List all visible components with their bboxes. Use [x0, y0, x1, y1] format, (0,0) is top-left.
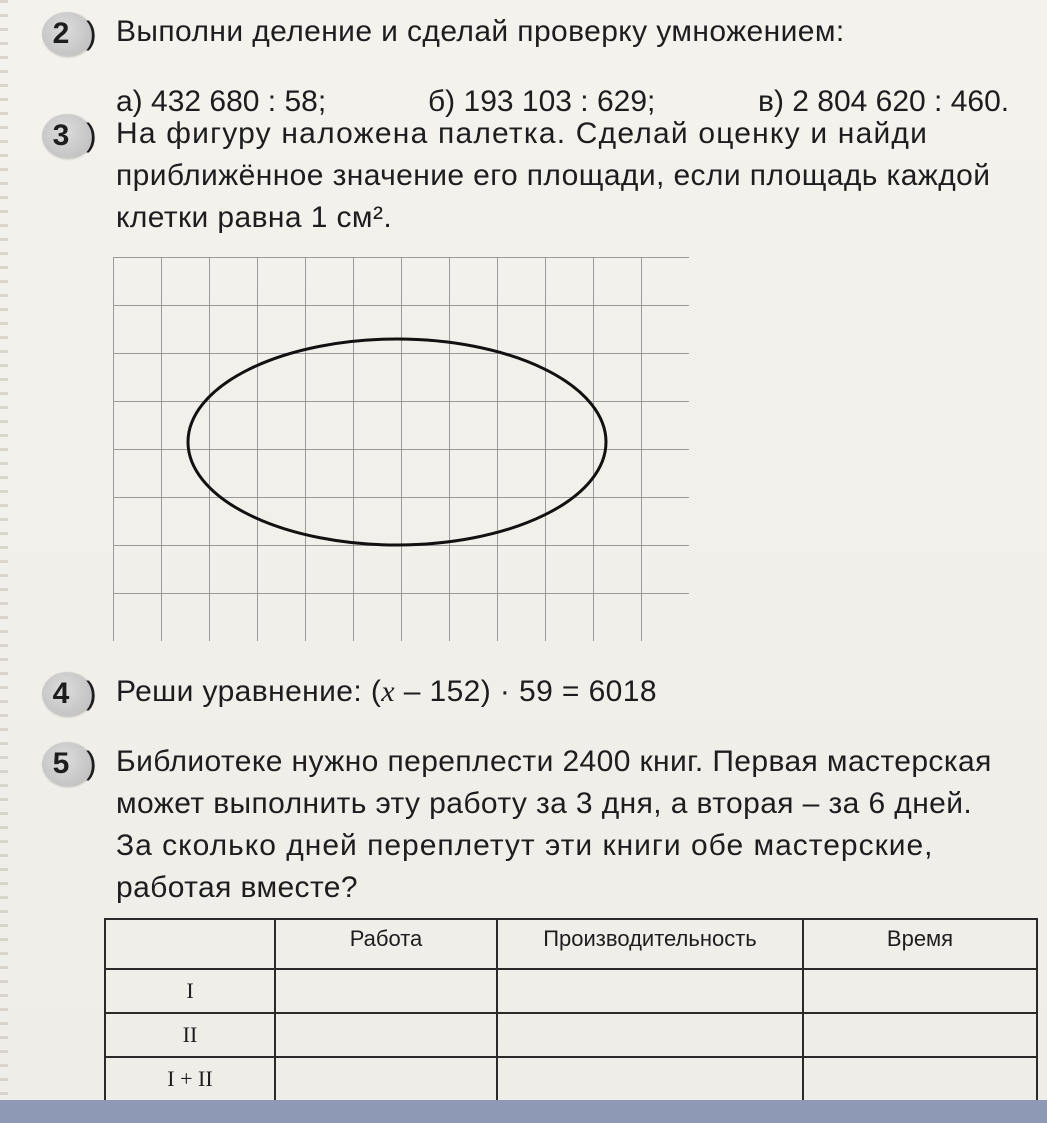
solution-table	[104, 918, 1038, 1102]
task-3-line-2: приближённое значение его площади, если площадь каждой	[116, 159, 991, 192]
table-cell	[275, 1057, 497, 1101]
task-5-line-4: работая вместе?	[116, 871, 358, 904]
task-5-line-2: может выполнить эту работу за 3 дня, а вторая – за 6 дней.	[116, 787, 973, 820]
task-2-item-b: б) 193 103 : 629;	[428, 85, 656, 118]
table-cell	[497, 1057, 803, 1101]
badge-paren: )	[86, 745, 97, 781]
table-cell	[275, 969, 497, 1013]
task-2-text: Выполни деление и сделай проверку умножением:	[116, 15, 845, 48]
task-number-badge: 4	[42, 672, 92, 716]
task-number-badge: 5	[42, 742, 92, 786]
task-3-line-1: На фигуру наложена палетка. Сделай оценку и найди	[116, 117, 929, 150]
table-row	[105, 969, 1037, 1013]
task-number-badge: 2	[42, 12, 92, 56]
table-cell	[803, 1013, 1037, 1057]
equation-prefix: Реши уравнение: (	[116, 675, 382, 708]
equation-suffix: – 152) · 59 = 6018	[394, 675, 657, 708]
badge-paren: )	[86, 117, 97, 153]
page-edge-marks	[0, 0, 8, 1100]
table-row	[105, 1013, 1037, 1057]
row-label: II	[105, 1013, 275, 1057]
table-header-productivity: Производительность	[497, 919, 803, 969]
task-3-line-3: клетки равна 1 см².	[116, 201, 393, 234]
task-4-equation	[116, 672, 657, 712]
task-4	[42, 672, 1042, 722]
table-header-work: Работа	[275, 919, 497, 969]
table-cell	[275, 1013, 497, 1057]
row-label: I	[105, 969, 275, 1013]
palette-grid	[113, 257, 689, 641]
task-2-item-c: в) 2 804 620 : 460.	[758, 85, 1010, 118]
task-5	[42, 742, 1042, 912]
palette-grid-drawing	[113, 257, 689, 641]
task-2-item-a: а) 432 680 : 58;	[116, 85, 327, 118]
table-cell	[497, 1013, 803, 1057]
row-label: I + II	[105, 1057, 275, 1101]
table-cell	[497, 969, 803, 1013]
page-bottom-edge	[0, 1100, 1047, 1123]
badge-paren: )	[86, 15, 97, 51]
task-number-badge: 3	[42, 114, 92, 158]
equation-variable: x	[381, 675, 395, 708]
badge-paren: )	[86, 675, 97, 711]
table-cell	[803, 1057, 1037, 1101]
table-header-row	[105, 919, 1037, 969]
table-header-time: Время	[803, 919, 1037, 969]
table-cell	[803, 969, 1037, 1013]
ellipse-figure	[188, 339, 606, 545]
task-5-line-1: Библиотеке нужно переплести 2400 книг. Первая мастерская	[116, 745, 992, 778]
table-header-cell	[105, 919, 275, 969]
task-5-line-3: За сколько дней переплетут эти книги обе мастерские,	[116, 829, 934, 862]
task-3	[42, 114, 1042, 244]
table-row	[105, 1057, 1037, 1101]
